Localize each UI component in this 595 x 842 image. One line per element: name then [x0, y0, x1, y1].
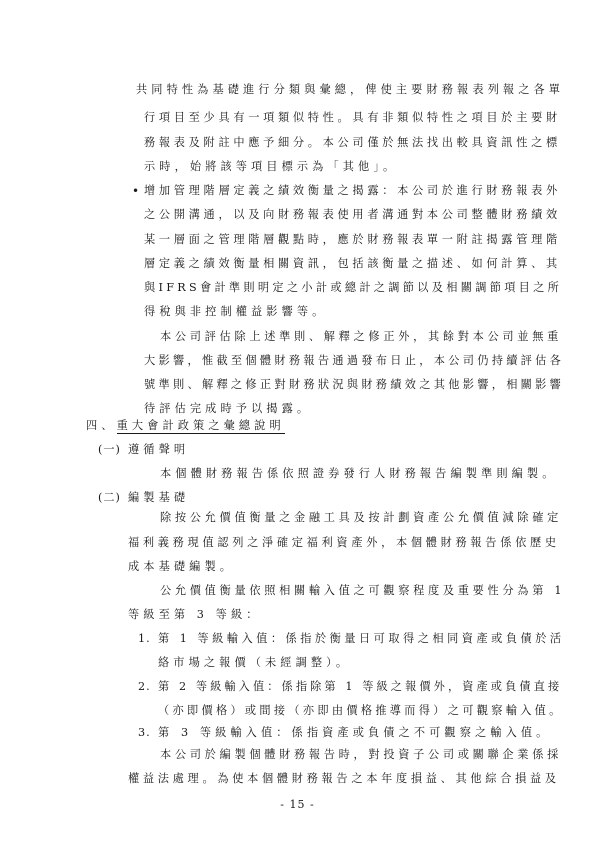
subsection-1-body: 本個體財務報告係依照證券發行人財務報告編製準則編製。 [160, 467, 558, 480]
subsection-2-para3-line: 權益法處理。為使本個體財務報告之本年度損益、其他綜合損益及 [128, 772, 560, 785]
subsection-2-para3-line: 本公司於編製個體財務報告時，對投資子公司或關聯企業係採 [160, 748, 562, 761]
section-four-title: 重大會計政策之彙總說明 [116, 419, 285, 432]
subsection-2-number: (二) [98, 491, 121, 504]
bullet-line: 層定義之績效衡量相關資訊，包括該衡量之描述、如何計算、其 [144, 257, 561, 270]
bullet-line: 與IFRS會計準則明定之小計或總計之調節以及相關調節項目之所 [144, 281, 563, 294]
paragraph-b-line: 大影響，惟截至個體財務報告通過發布日止，本公司仍持續評估各 [144, 354, 565, 367]
paragraph-b-line: 本公司評估除上述準則、解釋之修正外，其餘對本公司並無重 [160, 330, 562, 343]
page-number: - 15 - [280, 798, 315, 811]
level-1-number: 1. [138, 632, 151, 645]
level-2-line: （亦即價格）或間接（亦即由價格推導而得）之可觀察輸入值。 [158, 704, 564, 717]
subsection-2-para1-line: 福利義務現值認列之淨確定福利資產外，本個體財務報告係依歷史 [128, 536, 560, 549]
paragraph-b-line: 待評估完成時予以揭露。 [144, 402, 313, 415]
level-1-line: 絡市場之報價（未經調整）。 [158, 656, 352, 669]
subsection-1-title: 遵循聲明 [128, 443, 190, 456]
subsection-2-para1-line: 成本基礎編製。 [128, 560, 236, 573]
level-1-line: 第 1 等級輸入值：係指於衡量日可取得之相同資產或負債於活 [158, 632, 565, 645]
section-four-number: 四、 [86, 419, 117, 432]
subsection-2-para2-line: 公允價值衡量依照相關輸入值之可觀察程度及重要性分為第 1 [160, 584, 566, 597]
paragraph-b-line: 號準則、解釋之修正對財務狀況與財務績效之其他影響，相關影響 [144, 378, 565, 391]
bullet-marker: • [132, 184, 140, 198]
bullet-line: 之公開溝通，以及向財務報表使用者溝通對本公司整體財務績效 [144, 208, 561, 221]
level-3-line: 第 3 等級輸入值：係指資產或負債之不可觀察之輸入值。 [158, 726, 552, 739]
bullet-line: 得稅與非控制權益影響等。 [144, 305, 328, 318]
level-3-number: 3. [138, 726, 151, 739]
paragraph-a-line: 共同特性為基礎進行分類與彙總，俾使主要財務報表列報之各單 [136, 83, 565, 96]
paragraph-a-line: 務報表及附註中應予細分。本公司僅於無法找出較具資訊性之標 [144, 136, 561, 149]
subsection-2-para1-line: 除按公允價值衡量之金融工具及按計劃資產公允價值減除確定 [160, 511, 562, 524]
level-2-line: 第 2 等級輸入值：係指除第 1 等級之報價外，資產或負債直接 [158, 680, 563, 693]
level-2-number: 2. [138, 680, 151, 693]
subsection-2-para2-line: 等級至第 3 等級： [128, 608, 262, 621]
paragraph-a-line: 行項目至少具有一項類似特性。具有非類似特性之項目於主要財 [144, 111, 561, 124]
subsection-1-number: (一) [98, 443, 121, 456]
bullet-line: 增加管理階層定義之績效衡量之揭露：本公司於進行財務報表外 [144, 184, 561, 197]
paragraph-a-line: 示時，始將該等項目標示為「其他」。 [144, 160, 399, 173]
subsection-2-title: 編製基礎 [128, 491, 190, 504]
bullet-line: 某一層面之管理階層觀點時，應於財務報表單一附註揭露管理階 [144, 233, 561, 246]
section-four-heading [86, 418, 285, 434]
